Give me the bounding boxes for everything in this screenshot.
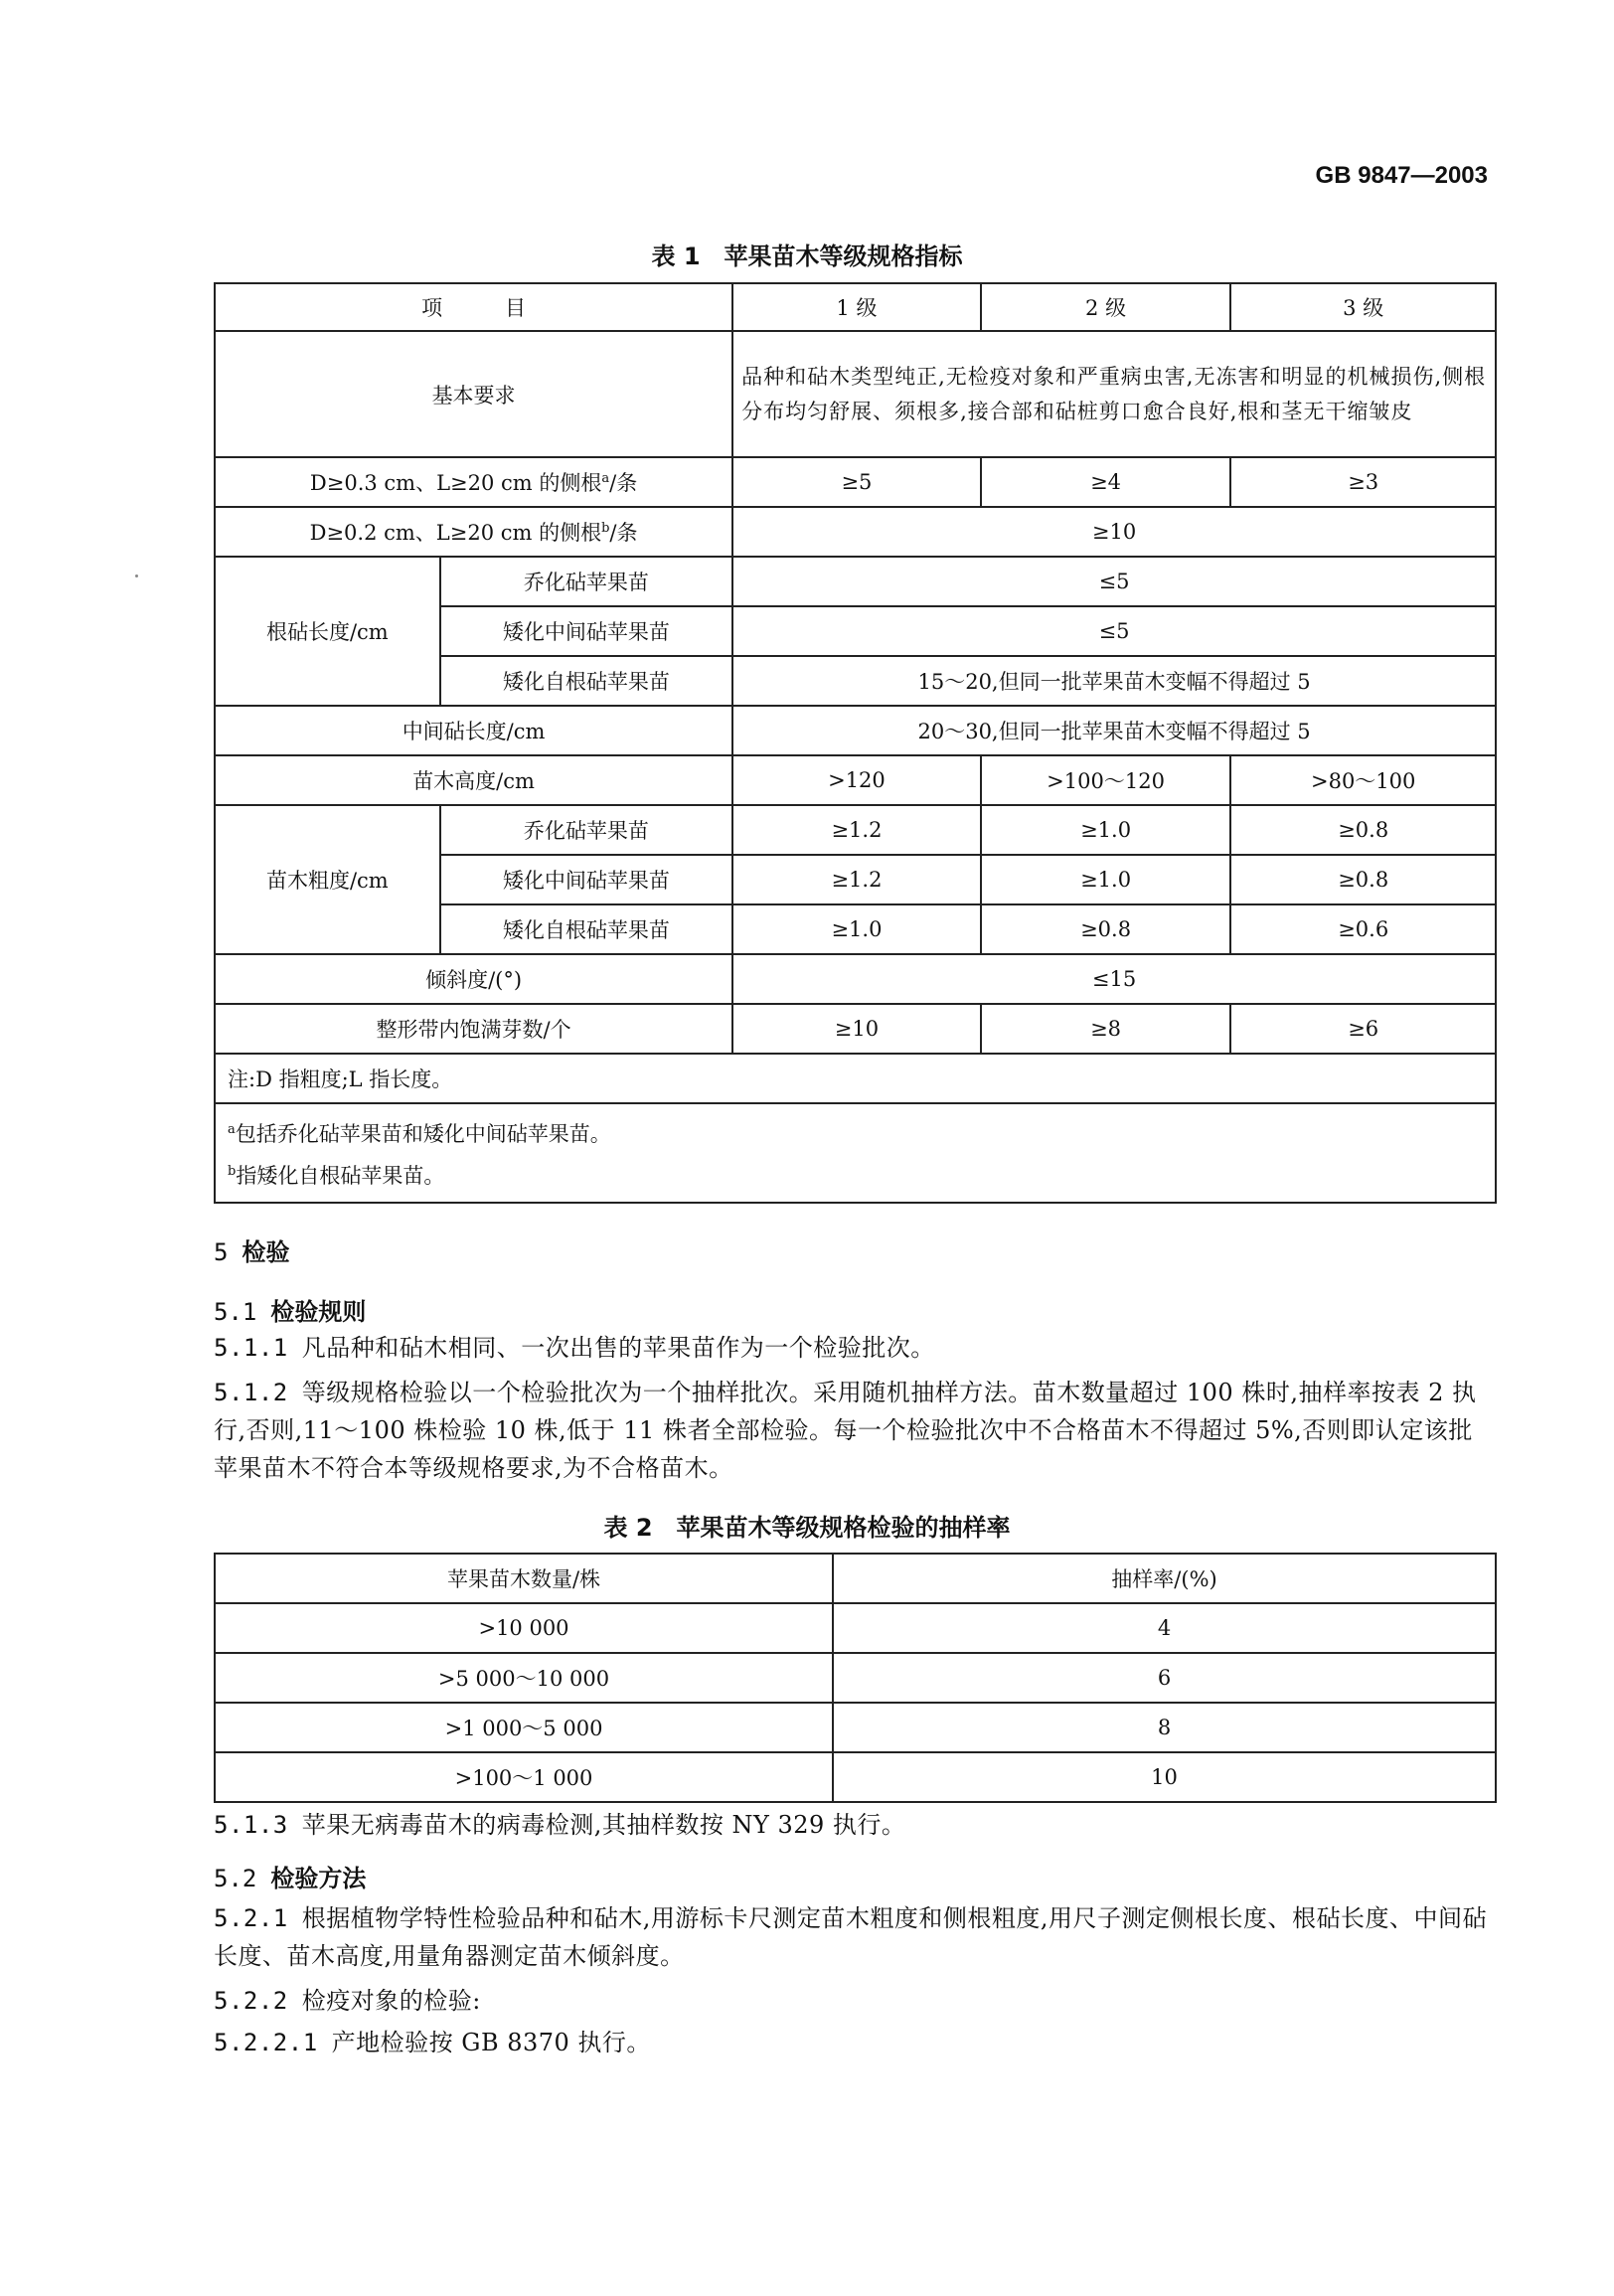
buds-grade-1: ≥10 — [732, 1004, 981, 1054]
thickness-sub-2: 矮化中间砧苹果苗 — [440, 855, 732, 904]
clause-5-2-2: 5.2.2 检疫对象的检验: — [214, 1987, 481, 2015]
quantity-cell: >10 000 — [215, 1603, 833, 1653]
clause-5-1-1: 5.1.1 凡品种和砧木相同、一次出售的苹果苗作为一个检验批次。 — [214, 1334, 935, 1362]
row-lateral-roots-b — [215, 507, 1496, 557]
footnote-mark-a: a — [601, 471, 610, 486]
footnotes-cell — [215, 1103, 1496, 1203]
quantity-cell: >100～1 000 — [215, 1752, 833, 1802]
rate-cell: 8 — [833, 1703, 1496, 1752]
rootstock-length-label: 根砧长度/cm — [215, 557, 440, 706]
row-thickness-1 — [215, 805, 1496, 855]
buds-label: 整形带内饱满芽数/个 — [215, 1004, 732, 1054]
lateral-b-label: D≥0.2 cm、L≥20 cm 的侧根$^b$/条 — [215, 507, 732, 557]
lateral-a-label: D≥0.3 cm、L≥20 cm 的侧根$^a$/条 — [215, 457, 732, 507]
table2-row — [215, 1603, 1496, 1653]
height-grade-2: >100～120 — [981, 755, 1231, 805]
thickness-2-grade-3: ≥0.8 — [1230, 855, 1496, 904]
row-note — [215, 1054, 1496, 1103]
lateral-a-grade-2: ≥4 — [981, 457, 1231, 507]
table2-header-row — [215, 1554, 1496, 1603]
thickness-1-grade-2: ≥1.0 — [981, 805, 1231, 855]
header-item: 项 目 — [215, 283, 732, 331]
table2-row — [215, 1653, 1496, 1703]
row-lateral-roots-a — [215, 457, 1496, 507]
footnote-a: $^a$包括乔化砧苹果苗和矮化中间砧苹果苗。 — [228, 1122, 611, 1146]
table1-header-row — [215, 283, 1496, 331]
header-grade-3: 3 级 — [1230, 283, 1496, 331]
table2 — [214, 1553, 1497, 1803]
height-grade-1: >120 — [732, 755, 981, 805]
table1-caption: 表 1 苹果苗木等级规格指标 — [651, 243, 963, 270]
standard-number: GB 9847—2003 — [1315, 162, 1488, 189]
row-plump-buds — [215, 1004, 1496, 1054]
rootstock-value-1: ≤5 — [732, 557, 1496, 606]
row-basic-requirements — [215, 331, 1496, 457]
row-footnotes — [215, 1103, 1496, 1203]
clause-5-2-1: 5.2.1 根据植物学特性检验品种和砧木,用游标卡尺测定苗木粗度和侧根粗度,用尺子测定侧根长度、根砧长度、中间砧长度、苗木高度,用量角器测定苗木倾斜度。 — [214, 1904, 1488, 1970]
section-5-2-heading: 5.2 检验方法 — [214, 1865, 367, 1892]
header-grade-2: 2 级 — [981, 283, 1231, 331]
thickness-1-grade-3: ≥0.8 — [1230, 805, 1496, 855]
table-note: 注:D 指粗度;L 指长度。 — [215, 1054, 1496, 1103]
rootstock-value-3: 15～20,但同一批苹果苗木变幅不得超过 5 — [732, 656, 1496, 706]
header-quantity: 苹果苗木数量/株 — [215, 1554, 833, 1603]
footnote-b: $^b$指矮化自根砧苹果苗。 — [228, 1164, 445, 1188]
thickness-2-grade-2: ≥1.0 — [981, 855, 1231, 904]
thickness-sub-3: 矮化自根砧苹果苗 — [440, 904, 732, 954]
basic-req-text: 品种和砧木类型纯正,无检疫对象和严重病虫害,无冻害和明显的机械损伤,侧根分布均匀舒展、须根多,接合部和砧桩剪口愈合良好,根和茎无干缩皱皮 — [732, 331, 1496, 457]
rate-cell: 4 — [833, 1603, 1496, 1653]
footnote-mark-b: b — [601, 521, 610, 536]
clause-5-2-2-1: 5.2.2.1 产地检验按 GB 8370 执行。 — [214, 2029, 651, 2056]
quantity-cell: >1 000～5 000 — [215, 1703, 833, 1752]
row-interstock-length — [215, 706, 1496, 755]
lateral-b-value: ≥10 — [732, 507, 1496, 557]
rootstock-sub-2: 矮化中间砧苹果苗 — [440, 606, 732, 656]
height-grade-3: >80～100 — [1230, 755, 1496, 805]
tilt-value: ≤15 — [732, 954, 1496, 1004]
tilt-label: 倾斜度/(°) — [215, 954, 732, 1004]
rootstock-value-2: ≤5 — [732, 606, 1496, 656]
height-label: 苗木高度/cm — [215, 755, 732, 805]
table2-caption: 表 2 苹果苗木等级规格检验的抽样率 — [603, 1514, 1011, 1542]
rate-cell: 10 — [833, 1752, 1496, 1802]
quantity-cell: >5 000～10 000 — [215, 1653, 833, 1703]
header-grade-1: 1 级 — [732, 283, 981, 331]
section-5-heading: 5 检验 — [214, 1238, 290, 1266]
thickness-sub-1: 乔化砧苹果苗 — [440, 805, 732, 855]
lateral-a-grade-3: ≥3 — [1230, 457, 1496, 507]
thickness-2-grade-1: ≥1.2 — [732, 855, 981, 904]
buds-grade-3: ≥6 — [1230, 1004, 1496, 1054]
thickness-label: 苗木粗度/cm — [215, 805, 440, 954]
table2-row — [215, 1752, 1496, 1802]
clause-5-1-3: 5.1.3 苹果无病毒苗木的病毒检测,其抽样数按 NY 329 执行。 — [214, 1811, 906, 1839]
scan-speck — [135, 574, 138, 577]
thickness-3-grade-3: ≥0.6 — [1230, 904, 1496, 954]
thickness-1-grade-1: ≥1.2 — [732, 805, 981, 855]
table2-row — [215, 1703, 1496, 1752]
interstock-value: 20～30,但同一批苹果苗木变幅不得超过 5 — [732, 706, 1496, 755]
basic-req-label: 基本要求 — [215, 331, 732, 457]
buds-grade-2: ≥8 — [981, 1004, 1231, 1054]
thickness-3-grade-2: ≥0.8 — [981, 904, 1231, 954]
section-5-1-heading: 5.1 检验规则 — [214, 1298, 367, 1326]
rootstock-sub-3: 矮化自根砧苹果苗 — [440, 656, 732, 706]
rate-cell: 6 — [833, 1653, 1496, 1703]
rootstock-sub-1: 乔化砧苹果苗 — [440, 557, 732, 606]
interstock-label: 中间砧长度/cm — [215, 706, 732, 755]
row-rootstock-length-1 — [215, 557, 1496, 606]
lateral-a-grade-1: ≥5 — [732, 457, 981, 507]
table1 — [214, 282, 1497, 1204]
header-sampling-rate: 抽样率/(%) — [833, 1554, 1496, 1603]
thickness-3-grade-1: ≥1.0 — [732, 904, 981, 954]
clause-5-1-2: 5.1.2 等级规格检验以一个检验批次为一个抽样批次。采用随机抽样方法。苗木数量超过 100 株时,抽样率按表 2 执行,否则,11～100 株检验 10 株,低于 11 株者全部检验。每一个检验批次中不合格苗木不得超过 5%,否则即认定该批苹果苗木不符合本等级规格要求,为不合格苗木。 — [214, 1379, 1477, 1482]
row-tilt — [215, 954, 1496, 1004]
row-seedling-height — [215, 755, 1496, 805]
